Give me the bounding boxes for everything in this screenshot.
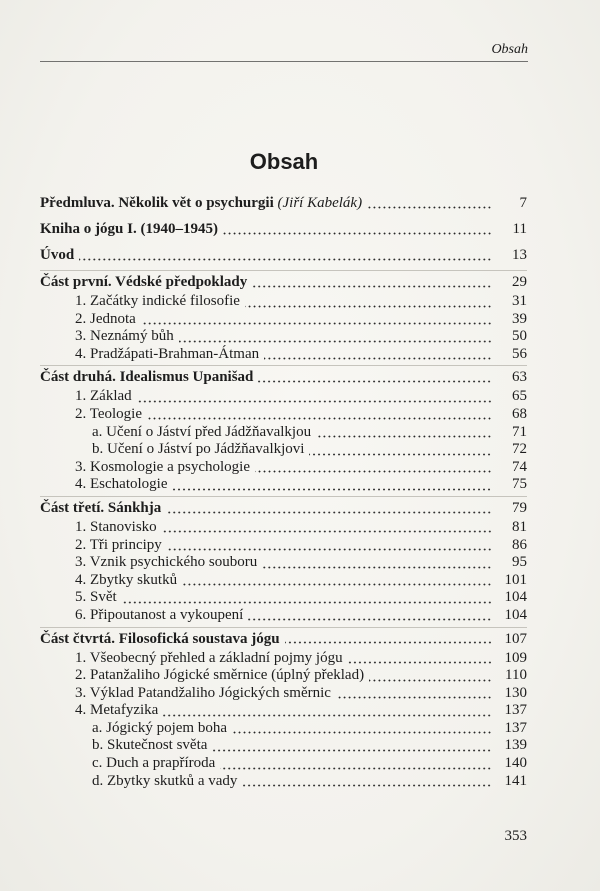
dot-leader <box>137 388 492 406</box>
entry-page-number: 104 <box>504 606 527 623</box>
dot-leader <box>163 702 492 720</box>
chapter-title: 1. Začátky indické filosofie <box>75 293 240 309</box>
toc-chapter <box>40 476 527 494</box>
entry-page-number: 104 <box>504 589 527 606</box>
toc-subsection <box>40 441 527 459</box>
entry-page-number: 72 <box>512 441 527 458</box>
entry-page-number: 141 <box>504 772 527 789</box>
toc-entry-preface <box>40 190 527 216</box>
dot-leader <box>336 685 492 703</box>
dot-leader <box>367 190 492 216</box>
dot-leader <box>264 346 492 364</box>
dot-leader <box>242 773 492 791</box>
header-rule <box>40 61 528 62</box>
entry-page-number: 7 <box>519 195 527 211</box>
dot-leader <box>316 424 492 442</box>
entry-page-number: 74 <box>512 458 527 475</box>
toc-chapter <box>40 685 527 703</box>
toc-chapter <box>40 406 527 424</box>
dot-leader <box>223 216 492 242</box>
entry-page-number: 13 <box>512 247 527 263</box>
dot-leader <box>141 311 492 329</box>
dot-leader <box>255 459 492 477</box>
part-title: Část první. Védské předpoklady <box>40 274 248 290</box>
dot-leader <box>248 607 492 625</box>
subsection-title: b. Skutečnost světa <box>92 737 208 754</box>
entry-page-number: 137 <box>504 702 527 719</box>
entry-title-text: Předmluva. Několik vět o psychurgii <box>40 195 274 211</box>
dot-leader <box>309 441 492 459</box>
chapter-title: 1. Základ <box>75 388 132 405</box>
toc-subsection <box>40 737 527 755</box>
chapter-title: 1. Stanovisko <box>75 518 157 535</box>
toc-chapter <box>40 667 527 685</box>
entry-page-number: 130 <box>504 684 527 701</box>
table-of-contents <box>40 190 527 790</box>
chapter-title: 3. Kosmologie a psychologie <box>75 458 250 475</box>
chapter-title: 4. Eschatologie <box>75 476 168 493</box>
entry-page-number: 110 <box>505 667 527 684</box>
entry-page-number: 65 <box>512 388 527 405</box>
entry-page-number: 31 <box>512 293 527 309</box>
part-title: Část třetí. Sánkhja <box>40 499 162 516</box>
toc-part-heading <box>40 365 527 388</box>
toc-chapter <box>40 607 527 625</box>
toc-subsection <box>40 720 527 738</box>
toc-chapter <box>40 293 527 311</box>
chapter-title: 4. Pradžápati-Brahman-Átman <box>75 345 260 362</box>
toc-chapter <box>40 702 527 720</box>
dot-leader <box>258 366 492 388</box>
entry-title: Kniha o jógu I. (1940–1945) <box>40 221 218 237</box>
entry-page-number: 63 <box>512 369 527 386</box>
toc-subsection <box>40 755 527 773</box>
entry-page-number: 50 <box>512 328 527 345</box>
toc-chapter <box>40 346 527 364</box>
part-title: Část druhá. Idealismus Upanišad <box>40 369 254 386</box>
chapter-title: 5. Svět <box>75 589 117 606</box>
entry-page-number: 140 <box>504 755 527 772</box>
entry-page-number: 39 <box>512 310 527 327</box>
toc-chapter <box>40 572 527 590</box>
entry-title: Úvod <box>40 247 75 263</box>
entry-title <box>40 190 362 216</box>
part-title: Část čtvrtá. Filosofická soustava jógu <box>40 630 280 647</box>
page-number: 353 <box>504 828 527 844</box>
chapter-title: 2. Jednota <box>75 310 136 327</box>
toc-chapter <box>40 388 527 406</box>
dot-leader <box>262 554 492 572</box>
entry-page-number: 56 <box>512 345 527 362</box>
dot-leader <box>212 737 492 755</box>
chapter-title: 2. Teologie <box>75 405 142 422</box>
running-header: Obsah <box>491 42 528 57</box>
entry-page-number: 86 <box>512 536 527 553</box>
dot-leader <box>122 589 492 607</box>
chapter-title: 2. Tři principy <box>75 536 162 553</box>
dot-leader <box>167 537 492 555</box>
toc-entry-book <box>40 216 527 242</box>
toc-part-heading <box>40 627 527 650</box>
toc-chapter <box>40 328 527 346</box>
dot-leader <box>172 476 492 494</box>
toc-chapter <box>40 459 527 477</box>
toc-entry-introduction <box>40 242 527 268</box>
toc-part-heading <box>40 496 527 519</box>
entry-page-number: 109 <box>504 649 527 666</box>
entry-page-number: 81 <box>512 518 527 535</box>
chapter-title: 3. Výklad Patandžaliho Jógických směrnic <box>75 684 331 701</box>
chapter-title: 2. Patanžaliho Jógické směrnice (úplný překlad) <box>75 667 365 684</box>
toc-chapter <box>40 519 527 537</box>
entry-page-number: 29 <box>512 274 527 290</box>
toc-subsection <box>40 773 527 791</box>
chapter-title: 1. Všeobecný přehled a základní pojmy jógu <box>75 649 343 666</box>
chapter-title: 3. Neznámý bůh <box>75 328 174 345</box>
subsection-title: a. Jógický pojem boha <box>92 719 227 736</box>
toc-chapter <box>40 554 527 572</box>
dot-leader <box>285 628 492 650</box>
toc-part-heading <box>40 270 527 293</box>
dot-leader <box>162 519 492 537</box>
subsection-title: c. Duch a prapříroda <box>92 755 216 772</box>
entry-page-number: 11 <box>512 221 527 237</box>
chapter-title: 4. Zbytky skutků <box>75 571 178 588</box>
entry-page-number: 79 <box>512 499 527 516</box>
entry-author: (Jiří Kabelák) <box>277 195 363 211</box>
subsection-title: d. Zbytky skutků a vady <box>92 772 238 789</box>
entry-page-number: 68 <box>512 405 527 422</box>
dot-leader <box>147 406 492 424</box>
dot-leader <box>252 271 492 293</box>
subsection-title: a. Učení o Jáství před Jádžňavalkjou <box>92 423 312 440</box>
dot-leader <box>245 293 492 311</box>
chapter-title: 4. Metafyzika <box>75 702 159 719</box>
entry-page-number: 75 <box>512 476 527 493</box>
toc-chapter <box>40 589 527 607</box>
entry-page-number: 95 <box>512 554 527 571</box>
dot-leader <box>166 497 492 519</box>
dot-leader <box>79 242 492 268</box>
chapter-title: 3. Vznik psychického souboru <box>75 554 258 571</box>
dot-leader <box>179 328 492 346</box>
toc-chapter <box>40 650 527 668</box>
toc-chapter <box>40 311 527 329</box>
entry-page-number: 71 <box>512 423 527 440</box>
dot-leader <box>220 755 492 773</box>
toc-chapter <box>40 537 527 555</box>
entry-page-number: 107 <box>504 630 527 647</box>
dot-leader <box>369 667 492 685</box>
dot-leader <box>182 572 492 590</box>
toc-subsection <box>40 424 527 442</box>
page-title: Obsah <box>249 149 319 174</box>
entry-page-number: 139 <box>504 737 527 754</box>
entry-page-number: 137 <box>504 719 527 736</box>
dot-leader <box>232 720 492 738</box>
chapter-title: 6. Připoutanost a vykoupení <box>75 606 244 623</box>
subsection-title: b. Učení o Jáství po Jádžňavalkjovi <box>92 441 305 458</box>
dot-leader <box>348 650 492 668</box>
entry-page-number: 101 <box>504 571 527 588</box>
